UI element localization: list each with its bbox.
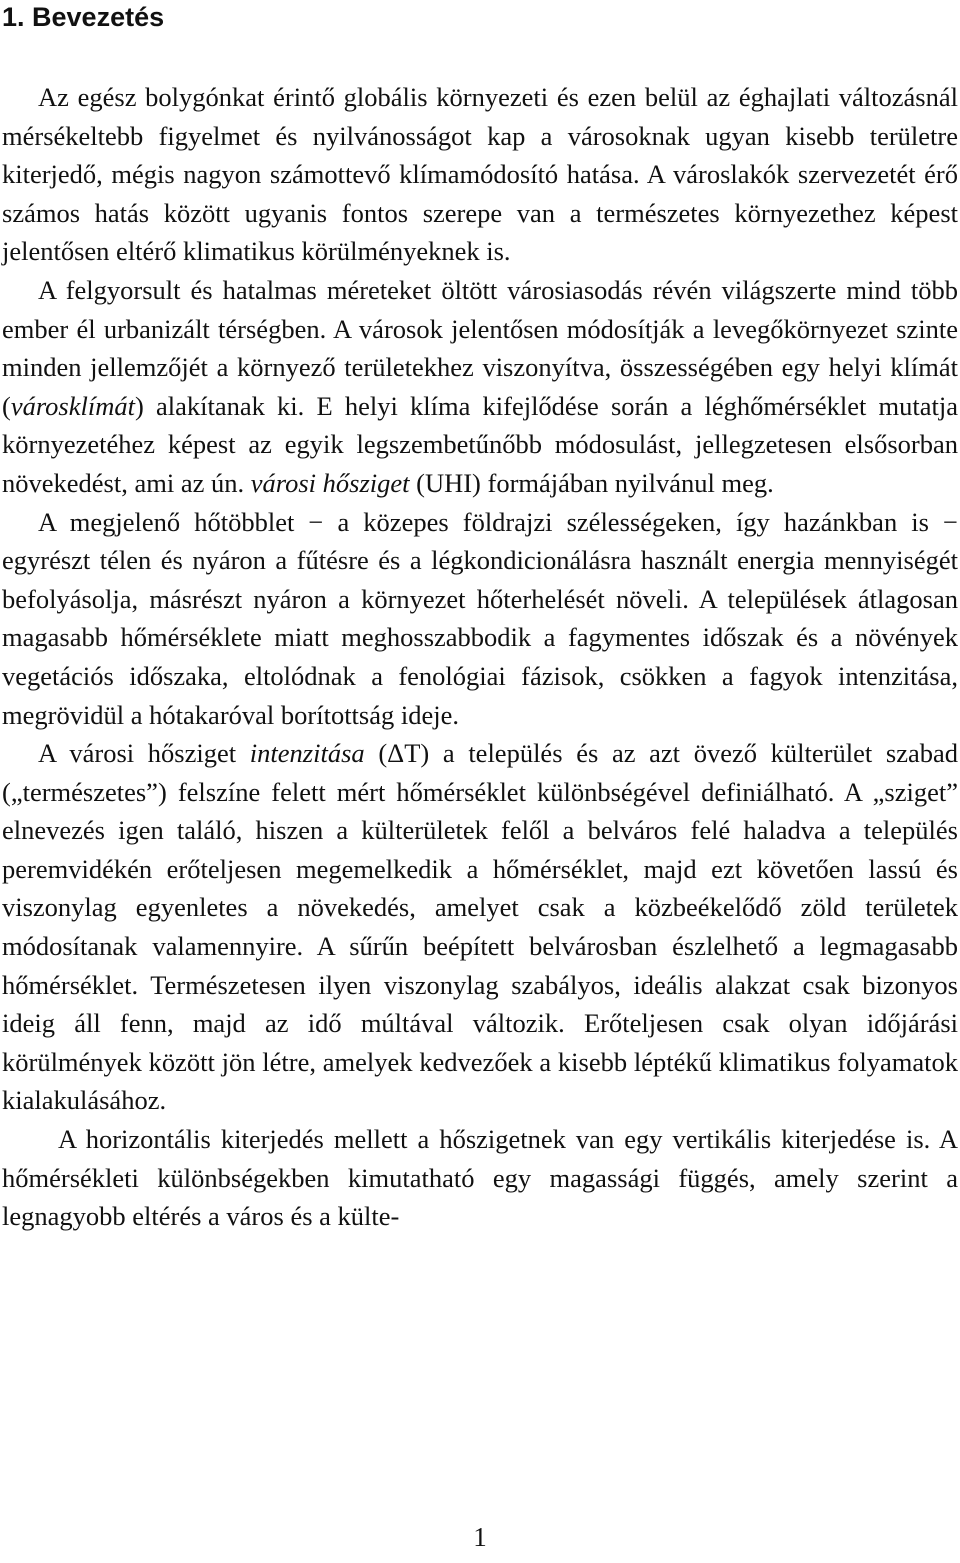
paragraph-intro: [2, 78, 958, 271]
page-number: 1: [473, 1522, 487, 1552]
body-text: [2, 78, 958, 1236]
paragraph-text: ) alakítanak ki. E helyi klíma kifejlődése során a léghőmérséklet mutatja környezetéhez képest az egyik legszembetűnőbb módosulást, jellegzetesen elsősorban növekedést, ami az ún.: [2, 390, 958, 498]
paragraph-vertical-extent: [2, 1120, 958, 1236]
term-intenzitasa: intenzitása: [249, 738, 365, 769]
paragraph-heat-surplus: [2, 503, 958, 735]
paragraph-intensity: [2, 734, 958, 1120]
term-varosi-hosziget: városi hősziget: [250, 467, 410, 498]
paragraph-urbanization: [2, 271, 958, 503]
paragraph-text: A megjelenő hőtöbblet − a közepes földrajzi szélességeken, így hazánkban is − egyrészt télen és nyáron a fűtésre és a légkondicionálásra használt energia mennyiségét befolyásolja, másrészt nyáron a környezet hőterhelését növeli. A települések átlagosan magasabb hőmérséklete miatt meghosszabbodik a fagymentes időszak és a növények vegetációs időszaka, eltolódnak a fenológiai fázisok, csökken a fagyok intenzitása, megrövidül a hótakaróval borítottság ideje.: [2, 506, 958, 730]
paragraph-text: A horizontális kiterjedés mellett a hőszigetnek van egy vertikális kiterjedése is. A hőmérsékleti különbségekben kimutatható egy magassági függés, amely szerint a legnagyobb eltérés a város és a külte-: [2, 1124, 958, 1232]
paragraph-text: A városi hősziget: [38, 738, 250, 769]
paragraph-text: Az egész bolygónkat érintő globális környezeti és ezen belül az éghajlati változásnál mérsékeltebb figyelmet és nyilvánosságot kap a városoknak ugyan kisebb területre kiterjedő, mégis nagyon számottevő klímamódosító hatása. A városlakók szervezetét érő számos hatás között ugyanis fontos szerepe van a természetes környezethez képest jelentősen eltérő klimatikus körülményeknek is.: [2, 82, 958, 267]
paragraph-text: A felgyorsult és hatalmas méreteket öltött városiasodás révén világszerte mind több ember él urbanizált térségben. A városok jelentősen módosítják a levegőkörnyezet szinte minden jellemzőjét a környező területekhez viszonyítva, összességében egy helyi klímát (: [2, 274, 958, 421]
paragraph-text: (UHI) formájában nyilvánul meg.: [409, 467, 774, 498]
term-varosklima: városklímát: [10, 390, 135, 421]
paragraph-text: (ΔT) a település és az azt övező külterület szabad („természetes”) felszíne felett mért hőmérséklet különbségével definiálható. A „sziget” elnevezés igen találó, hiszen a külterületek felől a belváros felé haladva a település peremvidékén erőteljesen megemelkedik a hőmérséklet, majd ezt követően lassú és viszonylag egyenletes a növekedés, amelyet csak a közbeékelődő zöld területek módosítanak valamennyire. A sűrűn beépített belvárosban észlelhető a legmagasabb hőmérséklet. Természetesen ilyen viszonylag szabályos, ideális alakzat csak bizonyos ideig áll fenn, majd az idő múltával változik. Erőteljesen csak olyan időjárási körülmények között jön létre, amelyek kedvezőek a kisebb léptékű klimatikus folyamatok kialakulásához.: [2, 738, 959, 1116]
section-heading: 1. Bevezetés: [2, 2, 165, 32]
